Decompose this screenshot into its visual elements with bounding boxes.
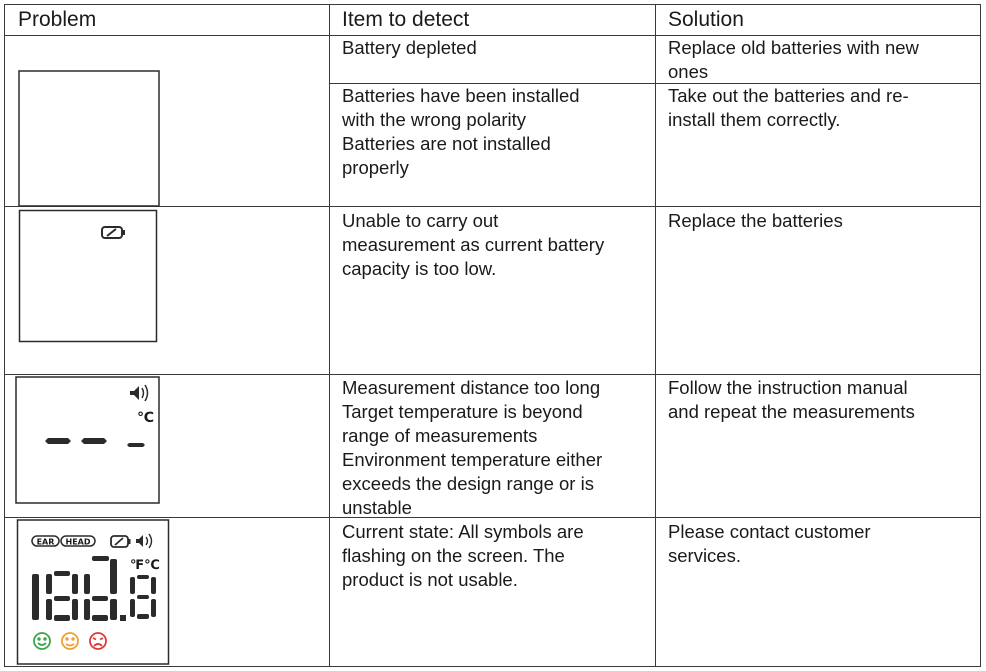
svg-text:HEAD: HEAD [65, 537, 91, 547]
solution-replace-batteries-2: Replace the batteries [668, 210, 843, 231]
battery-icon [111, 536, 131, 547]
speaker-icon [136, 534, 152, 548]
header-item-to-detect: Item to detect [342, 8, 470, 31]
solution-follow-manual: Follow the instruction manual and repeat the measurements [668, 377, 915, 422]
detect-low-capacity: Unable to carry out measurement as current battery capacity is too low. [342, 210, 605, 279]
dash-segments [45, 438, 145, 447]
header-problem: Problem [18, 8, 97, 31]
celsius-unit: ℃ [137, 410, 154, 426]
detect-all-symbols-flashing: Current state: All symbols are flashing on the screen. The product is not usable. [342, 521, 584, 590]
unit-symbols: ℉℃ [130, 558, 160, 573]
detect-battery-depleted: Battery depleted [342, 37, 477, 58]
low-battery-icon [102, 227, 125, 238]
speaker-icon [130, 385, 148, 401]
face-good-icon [34, 633, 50, 649]
solution-contact-customer-services: Please contact customer services. [668, 521, 871, 566]
solution-replace-batteries: Replace old batteries with new ones [668, 37, 919, 82]
face-bad-icon [90, 633, 106, 649]
solution-reinstall-batteries: Take out the batteries and re- install them correctly. [668, 85, 909, 130]
low-battery-display [18, 209, 160, 345]
detect-distance-too-long: Measurement distance too long Target temperature is beyond range of measurements Environment temperature either exceeds the design range or is unstable [342, 377, 603, 518]
dashes-display [14, 376, 162, 506]
head-badge [61, 536, 95, 547]
svg-text:EAR: EAR [36, 537, 55, 547]
ear-badge [32, 536, 59, 547]
blank-screen-display [18, 70, 161, 208]
header-solution: Solution [668, 8, 744, 31]
face-mid-icon [62, 633, 78, 649]
all-symbols-display [16, 519, 172, 667]
detect-wrong-polarity: Batteries have been installed with the wrong polarity Batteries are not installed properly [342, 85, 580, 178]
